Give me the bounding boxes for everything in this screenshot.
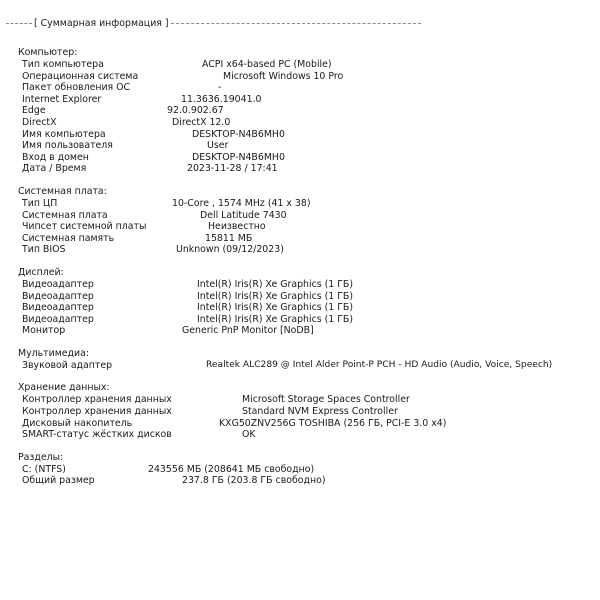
section-display <box>18 267 598 337</box>
section-computer <box>18 47 598 175</box>
info-row[interactable] <box>18 291 598 303</box>
info-row[interactable] <box>18 360 598 372</box>
row-label: Операционная система <box>22 70 139 82</box>
row-value: User <box>207 140 229 152</box>
row-label: Internet Explorer <box>22 93 102 105</box>
row-label: Монитор <box>22 325 66 337</box>
row-value: KXG50ZNV256G TOSHIBA (256 ГБ, PCI-E 3.0 x4) <box>219 417 447 429</box>
row-label: Видеоадаптер <box>22 278 94 290</box>
row-value: Realtek ALC289 @ Intel Alder Point-P PCH - HD Audio (Audio, Voice, Speech) <box>206 359 553 370</box>
info-row[interactable] <box>18 406 598 418</box>
section-partitions <box>18 452 598 487</box>
info-row[interactable] <box>18 325 598 337</box>
info-row[interactable] <box>18 210 598 222</box>
row-label: Дисковый накопитель <box>22 417 133 429</box>
row-label: Контроллер хранения данных <box>22 394 172 406</box>
row-label: Системная плата <box>22 209 108 221</box>
summary-title: [ Суммарная информация ] <box>34 18 169 29</box>
row-label: Вход в домен <box>22 151 89 163</box>
row-value: 11.3636.19041.0 <box>181 93 262 105</box>
section-motherboard <box>18 186 598 256</box>
row-value: DESKTOP-N4B6MH0 <box>192 151 285 163</box>
info-row[interactable] <box>18 244 598 256</box>
summary-sections <box>18 47 598 498</box>
section-title: Дисплей: <box>18 266 64 278</box>
row-label: Тип ЦП <box>22 197 58 209</box>
row-label: Видеоадаптер <box>22 302 94 314</box>
info-row[interactable] <box>18 59 598 71</box>
info-row[interactable] <box>18 94 598 106</box>
info-row[interactable] <box>18 117 598 129</box>
info-row[interactable] <box>18 163 598 175</box>
row-label: SMART-статус жёстких дисков <box>22 429 172 441</box>
info-row[interactable] <box>18 394 598 406</box>
section-title: Мультимедиа: <box>18 347 90 359</box>
section-storage <box>18 382 598 440</box>
row-value: 237.8 ГБ (203.8 ГБ свободно) <box>182 475 326 487</box>
info-row[interactable] <box>18 129 598 141</box>
row-label: Edge <box>22 105 46 117</box>
section-title: Системная плата: <box>18 185 107 197</box>
row-label: Видеоадаптер <box>22 313 94 325</box>
info-row[interactable] <box>18 221 598 233</box>
row-value: Неизвестно <box>208 221 266 233</box>
info-row[interactable] <box>18 429 598 441</box>
info-row[interactable] <box>18 152 598 164</box>
row-value: Unknown (09/12/2023) <box>176 244 284 256</box>
row-value: OK <box>242 429 256 441</box>
info-row[interactable] <box>18 464 598 476</box>
row-value: DESKTOP-N4B6MH0 <box>192 128 285 140</box>
header-divider-right <box>171 23 421 24</box>
row-value: Intel(R) Iris(R) Xe Graphics (1 ГБ) <box>197 313 354 325</box>
info-row[interactable] <box>18 233 598 245</box>
row-label: Общий размер <box>22 475 95 487</box>
row-label: Видеоадаптер <box>22 290 94 302</box>
info-row[interactable] <box>18 279 598 291</box>
info-row[interactable] <box>18 302 598 314</box>
header-divider-left <box>6 23 32 24</box>
info-row[interactable] <box>18 314 598 326</box>
row-value: Microsoft Windows 10 Pro <box>223 70 344 82</box>
row-label: Имя пользователя <box>22 140 113 152</box>
row-label: Системная память <box>22 232 115 244</box>
row-label: Тип BIOS <box>22 244 66 256</box>
row-label: Тип компьютера <box>22 59 104 70</box>
row-label: Пакет обновления ОС <box>22 82 131 94</box>
row-value: - <box>218 82 222 94</box>
row-value: 15811 МБ <box>205 232 253 244</box>
info-row[interactable] <box>18 418 598 430</box>
row-label: C: (NTFS) <box>22 463 66 475</box>
row-label: Дата / Время <box>22 163 87 175</box>
row-label: DirectX <box>22 116 57 128</box>
row-value: 10-Core , 1574 MHz (41 x 38) <box>172 197 311 209</box>
row-label: Контроллер хранения данных <box>22 406 172 418</box>
row-value: 92.0.902.67 <box>167 105 224 117</box>
row-value: 243556 МБ (208641 МБ свободно) <box>148 463 315 475</box>
row-value: 2023-11-28 / 17:41 <box>187 163 278 175</box>
section-title: Компьютер: <box>18 47 78 58</box>
row-value: DirectX 12.0 <box>172 116 231 128</box>
info-row[interactable] <box>18 71 598 83</box>
section-title: Разделы: <box>18 451 64 463</box>
row-value: Generic PnP Monitor [NoDB] <box>182 325 314 337</box>
row-value: Intel(R) Iris(R) Xe Graphics (1 ГБ) <box>197 302 354 314</box>
row-value: ACPI x64-based PC (Mobile) <box>202 59 332 70</box>
info-row[interactable] <box>18 475 598 487</box>
row-label: Имя компьютера <box>22 128 106 140</box>
info-row[interactable] <box>18 140 598 152</box>
section-multimedia <box>18 348 598 372</box>
row-label: Звуковой адаптер <box>22 359 113 371</box>
row-value: Microsoft Storage Spaces Controller <box>242 394 410 406</box>
section-title: Хранение данных: <box>18 382 110 394</box>
info-row[interactable] <box>18 198 598 210</box>
info-row[interactable] <box>18 82 598 94</box>
row-label: Чипсет системной платы <box>22 221 147 233</box>
summary-header <box>6 18 426 32</box>
row-value: Intel(R) Iris(R) Xe Graphics (1 ГБ) <box>197 278 354 290</box>
row-value: Dell Latitude 7430 <box>200 209 287 221</box>
row-value: Standard NVM Express Controller <box>242 406 398 418</box>
row-value: Intel(R) Iris(R) Xe Graphics (1 ГБ) <box>197 290 354 302</box>
info-row[interactable] <box>18 105 598 117</box>
